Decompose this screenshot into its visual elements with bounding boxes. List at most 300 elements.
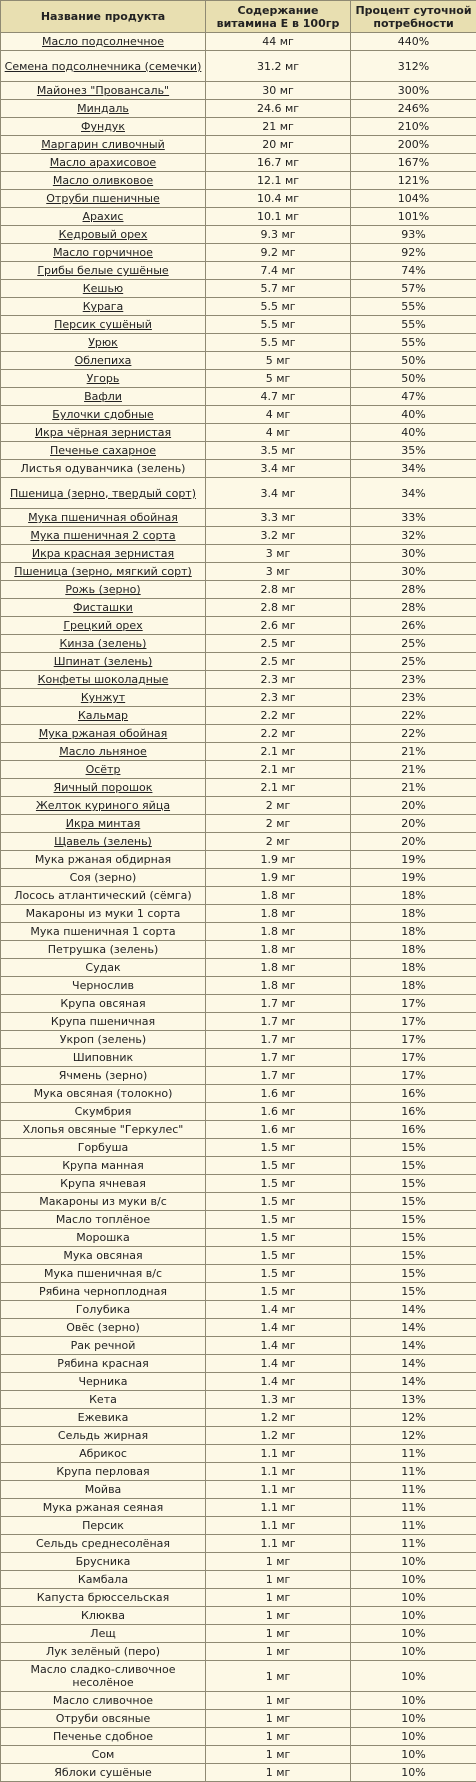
product-name-cell: Персик <box>1 1517 206 1535</box>
vitamin-amount-cell: 2.2 мг <box>206 707 351 725</box>
daily-percent-cell: 93% <box>351 226 476 244</box>
daily-percent-cell: 17% <box>351 1049 476 1067</box>
product-link[interactable]: Конфеты шоколадные <box>38 673 169 686</box>
vitamin-amount-cell: 1.8 мг <box>206 905 351 923</box>
table-row <box>1 509 476 527</box>
table-row <box>1 689 476 707</box>
product-link[interactable]: Урюк <box>88 336 118 349</box>
table-row <box>1 388 476 406</box>
product-link[interactable]: Кинза (зелень) <box>60 637 147 650</box>
product-name-cell[interactable] <box>1 424 206 442</box>
vitamin-amount-cell: 9.3 мг <box>206 226 351 244</box>
table-row <box>1 33 476 51</box>
daily-percent-cell: 25% <box>351 653 476 671</box>
daily-percent-cell: 14% <box>351 1355 476 1373</box>
product-link[interactable]: Кедровый орех <box>59 228 148 241</box>
daily-percent-cell: 440% <box>351 33 476 51</box>
product-link[interactable]: Масло горчичное <box>53 246 153 259</box>
vitamin-amount-cell: 2.1 мг <box>206 743 351 761</box>
vitamin-amount-cell: 2 мг <box>206 815 351 833</box>
vitamin-amount-cell: 1.3 мг <box>206 1391 351 1409</box>
product-name-cell: Хлопья овсяные "Геркулес" <box>1 1121 206 1139</box>
product-link[interactable]: Арахис <box>83 210 124 223</box>
product-link[interactable]: Фисташки <box>73 601 133 614</box>
product-name-cell[interactable] <box>1 527 206 545</box>
header-daily-percent: Процент суточной потребности <box>351 1 476 33</box>
table-row <box>1 779 476 797</box>
product-link[interactable]: Миндаль <box>77 102 129 115</box>
product-name-cell: Камбала <box>1 1571 206 1589</box>
product-name-cell: Мука ржаная обдирная <box>1 851 206 869</box>
daily-percent-cell: 10% <box>351 1625 476 1643</box>
product-name-cell: Лещ <box>1 1625 206 1643</box>
product-name-cell[interactable] <box>1 118 206 136</box>
product-link[interactable]: Пшеница (зерно, мягкий сорт) <box>14 565 192 578</box>
product-name-cell: Масло сладко-сливочное несолёное <box>1 1661 206 1692</box>
daily-percent-cell: 18% <box>351 959 476 977</box>
vitamin-amount-cell: 1.5 мг <box>206 1247 351 1265</box>
product-link[interactable]: Кунжут <box>81 691 125 704</box>
vitamin-amount-cell: 20 мг <box>206 136 351 154</box>
vitamin-amount-cell: 1.8 мг <box>206 923 351 941</box>
product-name-cell[interactable] <box>1 334 206 352</box>
product-name-cell: Мука овсяная <box>1 1247 206 1265</box>
vitamin-amount-cell: 1.7 мг <box>206 1013 351 1031</box>
table-row <box>1 1247 476 1265</box>
vitamin-amount-cell: 1.5 мг <box>206 1175 351 1193</box>
vitamin-amount-cell: 3.4 мг <box>206 460 351 478</box>
table-row <box>1 1211 476 1229</box>
daily-percent-cell: 167% <box>351 154 476 172</box>
daily-percent-cell: 11% <box>351 1481 476 1499</box>
daily-percent-cell: 10% <box>351 1553 476 1571</box>
daily-percent-cell: 14% <box>351 1301 476 1319</box>
product-name-cell[interactable] <box>1 154 206 172</box>
vitamin-amount-cell: 9.2 мг <box>206 244 351 262</box>
product-link[interactable]: Персик сушёный <box>54 318 152 331</box>
daily-percent-cell: 10% <box>351 1571 476 1589</box>
product-name-cell: Брусника <box>1 1553 206 1571</box>
product-name-cell[interactable] <box>1 581 206 599</box>
table-row <box>1 1157 476 1175</box>
daily-percent-cell: 15% <box>351 1211 476 1229</box>
table-row <box>1 1283 476 1301</box>
product-link[interactable]: Отруби пшеничные <box>46 192 160 205</box>
table-row <box>1 1373 476 1391</box>
daily-percent-cell: 14% <box>351 1319 476 1337</box>
product-link[interactable]: Печенье сахарное <box>50 444 156 457</box>
vitamin-amount-cell: 2.2 мг <box>206 725 351 743</box>
product-link[interactable]: Булочки сдобные <box>52 408 153 421</box>
table-row <box>1 190 476 208</box>
table-row <box>1 1643 476 1661</box>
product-name-cell[interactable] <box>1 316 206 334</box>
table-row <box>1 370 476 388</box>
vitamin-amount-cell: 1 мг <box>206 1728 351 1746</box>
vitamin-amount-cell: 1 мг <box>206 1589 351 1607</box>
product-name-cell: Морошка <box>1 1229 206 1247</box>
product-name-cell[interactable] <box>1 442 206 460</box>
vitamin-amount-cell: 1.6 мг <box>206 1103 351 1121</box>
table-row <box>1 262 476 280</box>
product-name-cell: Лук зелёный (перо) <box>1 1643 206 1661</box>
table-row <box>1 478 476 509</box>
table-row <box>1 743 476 761</box>
table-row <box>1 442 476 460</box>
daily-percent-cell: 10% <box>351 1661 476 1692</box>
vitamin-amount-cell: 2.1 мг <box>206 761 351 779</box>
product-link[interactable]: Мука пшеничная обойная <box>28 511 178 524</box>
product-link[interactable]: Масло подсолнечное <box>42 35 164 48</box>
vitamin-amount-cell: 24.6 мг <box>206 100 351 118</box>
product-name-cell[interactable] <box>1 761 206 779</box>
vitamin-amount-cell: 1.5 мг <box>206 1157 351 1175</box>
vitamin-amount-cell: 2.3 мг <box>206 689 351 707</box>
table-row <box>1 599 476 617</box>
product-name-cell: Сельдь жирная <box>1 1427 206 1445</box>
product-link[interactable]: Осётр <box>86 763 121 776</box>
product-link[interactable]: Кальмар <box>78 709 128 722</box>
table-row <box>1 1499 476 1517</box>
daily-percent-cell: 34% <box>351 460 476 478</box>
product-name-cell[interactable] <box>1 33 206 51</box>
daily-percent-cell: 16% <box>351 1103 476 1121</box>
table-row <box>1 1517 476 1535</box>
daily-percent-cell: 15% <box>351 1229 476 1247</box>
vitamin-amount-cell: 1.5 мг <box>206 1265 351 1283</box>
daily-percent-cell: 25% <box>351 635 476 653</box>
daily-percent-cell: 23% <box>351 689 476 707</box>
table-row <box>1 334 476 352</box>
table-row <box>1 1175 476 1193</box>
table-row <box>1 1607 476 1625</box>
product-name-cell[interactable] <box>1 280 206 298</box>
daily-percent-cell: 10% <box>351 1710 476 1728</box>
product-name-cell: Макароны из муки 1 сорта <box>1 905 206 923</box>
vitamin-amount-cell: 1.2 мг <box>206 1427 351 1445</box>
vitamin-amount-cell: 5.5 мг <box>206 298 351 316</box>
product-name-cell[interactable] <box>1 226 206 244</box>
vitamin-amount-cell: 1.1 мг <box>206 1481 351 1499</box>
product-name-cell[interactable] <box>1 617 206 635</box>
product-name-cell[interactable] <box>1 671 206 689</box>
table-row <box>1 1265 476 1283</box>
product-link[interactable]: Маргарин сливочный <box>41 138 165 151</box>
product-name-cell[interactable] <box>1 352 206 370</box>
product-link[interactable]: Масло арахисовое <box>50 156 156 169</box>
product-name-cell: Горбуша <box>1 1139 206 1157</box>
product-link[interactable]: Пшеница (зерно, твердый сорт) <box>10 487 196 500</box>
table-row <box>1 995 476 1013</box>
vitamin-amount-cell: 1 мг <box>206 1553 351 1571</box>
product-name-cell[interactable] <box>1 599 206 617</box>
product-name-cell: Макароны из муки в/с <box>1 1193 206 1211</box>
product-name-cell[interactable] <box>1 51 206 82</box>
daily-percent-cell: 40% <box>351 424 476 442</box>
daily-percent-cell: 17% <box>351 1031 476 1049</box>
table-row <box>1 1121 476 1139</box>
vitamin-amount-cell: 2.6 мг <box>206 617 351 635</box>
product-link[interactable]: Желток куриного яйца <box>36 799 170 812</box>
product-name-cell[interactable] <box>1 82 206 100</box>
product-name-cell: Кета <box>1 1391 206 1409</box>
daily-percent-cell: 20% <box>351 815 476 833</box>
product-link[interactable]: Икра чёрная зернистая <box>35 426 171 439</box>
table-row <box>1 527 476 545</box>
vitamin-amount-cell: 1.1 мг <box>206 1445 351 1463</box>
table-row <box>1 1337 476 1355</box>
product-name-cell: Мука овсяная (толокно) <box>1 1085 206 1103</box>
product-link[interactable]: Масло льняное <box>59 745 147 758</box>
product-name-cell: Чернослив <box>1 977 206 995</box>
product-name-cell: Рябина черноплодная <box>1 1283 206 1301</box>
table-row <box>1 226 476 244</box>
daily-percent-cell: 16% <box>351 1085 476 1103</box>
daily-percent-cell: 17% <box>351 995 476 1013</box>
product-link[interactable]: Икра минтая <box>66 817 141 830</box>
product-link[interactable]: Вафли <box>84 390 122 403</box>
table-row <box>1 869 476 887</box>
daily-percent-cell: 18% <box>351 923 476 941</box>
product-name-cell: Мойва <box>1 1481 206 1499</box>
product-name-cell: Скумбрия <box>1 1103 206 1121</box>
table-row <box>1 887 476 905</box>
product-name-cell: Рак речной <box>1 1337 206 1355</box>
table-row <box>1 959 476 977</box>
product-link[interactable]: Мука пшеничная 2 сорта <box>30 529 175 542</box>
table-row <box>1 617 476 635</box>
table-row <box>1 1319 476 1337</box>
vitamin-amount-cell: 1.8 мг <box>206 941 351 959</box>
table-row <box>1 1481 476 1499</box>
product-name-cell[interactable] <box>1 478 206 509</box>
table-row <box>1 923 476 941</box>
product-name-cell[interactable] <box>1 298 206 316</box>
table-row <box>1 761 476 779</box>
table-row <box>1 905 476 923</box>
table-row <box>1 725 476 743</box>
vitamin-amount-cell: 1.6 мг <box>206 1085 351 1103</box>
product-link[interactable]: Грибы белые сушёные <box>37 264 168 277</box>
vitamin-amount-cell: 2 мг <box>206 833 351 851</box>
vitamin-amount-cell: 3.4 мг <box>206 478 351 509</box>
product-name-cell[interactable] <box>1 244 206 262</box>
table-row <box>1 1355 476 1373</box>
vitamin-amount-cell: 1.7 мг <box>206 1049 351 1067</box>
product-link[interactable]: Грецкий орех <box>63 619 142 632</box>
product-name-cell: Масло сливочное <box>1 1692 206 1710</box>
vitamin-amount-cell: 1.1 мг <box>206 1463 351 1481</box>
vitamin-amount-cell: 1.7 мг <box>206 1067 351 1085</box>
product-link[interactable]: Яичный порошок <box>54 781 153 794</box>
vitamin-amount-cell: 1.1 мг <box>206 1499 351 1517</box>
product-name-cell[interactable] <box>1 725 206 743</box>
product-name-cell: Шиповник <box>1 1049 206 1067</box>
vitamin-amount-cell: 1 мг <box>206 1746 351 1764</box>
vitamin-amount-cell: 4 мг <box>206 424 351 442</box>
product-name-cell[interactable] <box>1 689 206 707</box>
product-name-cell: Клюква <box>1 1607 206 1625</box>
vitamin-amount-cell: 1.2 мг <box>206 1409 351 1427</box>
daily-percent-cell: 32% <box>351 527 476 545</box>
table-row <box>1 1571 476 1589</box>
product-name-cell[interactable] <box>1 406 206 424</box>
header-vitamin-content: Содержание витамина Е в 100гр <box>206 1 351 33</box>
product-name-cell[interactable] <box>1 172 206 190</box>
table-row <box>1 797 476 815</box>
vitamin-amount-cell: 1.1 мг <box>206 1535 351 1553</box>
table-row <box>1 653 476 671</box>
daily-percent-cell: 40% <box>351 406 476 424</box>
product-name-cell: Яблоки сушёные <box>1 1764 206 1782</box>
product-name-cell: Рябина красная <box>1 1355 206 1373</box>
vitamin-amount-cell: 1.5 мг <box>206 1211 351 1229</box>
product-name-cell[interactable] <box>1 370 206 388</box>
daily-percent-cell: 11% <box>351 1535 476 1553</box>
table-row <box>1 1625 476 1643</box>
product-link[interactable]: Шпинат (зелень) <box>54 655 153 668</box>
daily-percent-cell: 16% <box>351 1121 476 1139</box>
product-link[interactable]: Угорь <box>87 372 120 385</box>
product-name-cell[interactable] <box>1 509 206 527</box>
product-name-cell[interactable] <box>1 707 206 725</box>
vitamin-amount-cell: 12.1 мг <box>206 172 351 190</box>
daily-percent-cell: 26% <box>351 617 476 635</box>
table-row <box>1 154 476 172</box>
daily-percent-cell: 10% <box>351 1746 476 1764</box>
product-name-cell: Листья одуванчика (зелень) <box>1 460 206 478</box>
vitamin-amount-cell: 1.5 мг <box>206 1193 351 1211</box>
vitamin-amount-cell: 10.4 мг <box>206 190 351 208</box>
product-name-cell[interactable] <box>1 797 206 815</box>
table-row <box>1 244 476 262</box>
vitamin-amount-cell: 3.5 мг <box>206 442 351 460</box>
daily-percent-cell: 50% <box>351 370 476 388</box>
product-link[interactable]: Майонез "Провансаль" <box>37 84 169 97</box>
vitamin-amount-cell: 2.5 мг <box>206 653 351 671</box>
product-link[interactable]: Щавель (зелень) <box>54 835 152 848</box>
product-name-cell: Голубика <box>1 1301 206 1319</box>
table-row <box>1 406 476 424</box>
vitamin-amount-cell: 1.1 мг <box>206 1517 351 1535</box>
vitamin-amount-cell: 1.9 мг <box>206 869 351 887</box>
product-name-cell[interactable] <box>1 635 206 653</box>
product-name-cell[interactable] <box>1 388 206 406</box>
table-row <box>1 51 476 82</box>
product-name-cell: Ячмень (зерно) <box>1 1067 206 1085</box>
daily-percent-cell: 10% <box>351 1728 476 1746</box>
product-name-cell[interactable] <box>1 262 206 280</box>
table-row <box>1 460 476 478</box>
product-name-cell[interactable] <box>1 833 206 851</box>
daily-percent-cell: 13% <box>351 1391 476 1409</box>
product-link[interactable]: Облепиха <box>75 354 132 367</box>
daily-percent-cell: 18% <box>351 887 476 905</box>
table-body <box>1 33 476 1782</box>
table-row <box>1 1067 476 1085</box>
product-name-cell: Черника <box>1 1373 206 1391</box>
product-name-cell: Крупа пшеничная <box>1 1013 206 1031</box>
daily-percent-cell: 55% <box>351 316 476 334</box>
vitamin-amount-cell: 16.7 мг <box>206 154 351 172</box>
product-name-cell[interactable] <box>1 136 206 154</box>
daily-percent-cell: 21% <box>351 779 476 797</box>
daily-percent-cell: 312% <box>351 51 476 82</box>
daily-percent-cell: 19% <box>351 869 476 887</box>
table-row <box>1 1031 476 1049</box>
product-name-cell[interactable] <box>1 563 206 581</box>
product-link[interactable]: Мука ржаная обойная <box>39 727 168 740</box>
table-row <box>1 581 476 599</box>
product-link[interactable]: Семена подсолнечника (семечки) <box>5 60 202 73</box>
table-row <box>1 1589 476 1607</box>
daily-percent-cell: 14% <box>351 1373 476 1391</box>
product-link[interactable]: Икра красная зернистая <box>32 547 174 560</box>
daily-percent-cell: 20% <box>351 797 476 815</box>
vitamin-amount-cell: 2 мг <box>206 797 351 815</box>
daily-percent-cell: 10% <box>351 1589 476 1607</box>
daily-percent-cell: 10% <box>351 1692 476 1710</box>
table-row <box>1 1535 476 1553</box>
product-name-cell: Печенье сдобное <box>1 1728 206 1746</box>
daily-percent-cell: 246% <box>351 100 476 118</box>
product-name-cell[interactable] <box>1 100 206 118</box>
product-name-cell[interactable] <box>1 190 206 208</box>
daily-percent-cell: 15% <box>351 1175 476 1193</box>
daily-percent-cell: 22% <box>351 707 476 725</box>
product-name-cell[interactable] <box>1 208 206 226</box>
daily-percent-cell: 17% <box>351 1067 476 1085</box>
vitamin-amount-cell: 10.1 мг <box>206 208 351 226</box>
product-name-cell[interactable] <box>1 743 206 761</box>
daily-percent-cell: 35% <box>351 442 476 460</box>
product-name-cell: Мука ржаная сеяная <box>1 1499 206 1517</box>
table-row <box>1 82 476 100</box>
product-name-cell: Крупа перловая <box>1 1463 206 1481</box>
product-name-cell[interactable] <box>1 653 206 671</box>
product-link[interactable]: Кешью <box>83 282 123 295</box>
table-row <box>1 280 476 298</box>
table-row <box>1 1139 476 1157</box>
daily-percent-cell: 47% <box>351 388 476 406</box>
daily-percent-cell: 12% <box>351 1427 476 1445</box>
vitamin-amount-cell: 4 мг <box>206 406 351 424</box>
vitamin-amount-cell: 1.8 мг <box>206 977 351 995</box>
vitamin-amount-cell: 2.1 мг <box>206 779 351 797</box>
daily-percent-cell: 12% <box>351 1409 476 1427</box>
product-name-cell: Судак <box>1 959 206 977</box>
table-row <box>1 1391 476 1409</box>
vitamin-amount-cell: 1.7 мг <box>206 995 351 1013</box>
product-link[interactable]: Рожь (зерно) <box>65 583 140 596</box>
product-name-cell[interactable] <box>1 815 206 833</box>
table-row <box>1 1409 476 1427</box>
product-link[interactable]: Фундук <box>81 120 125 133</box>
daily-percent-cell: 15% <box>351 1139 476 1157</box>
daily-percent-cell: 18% <box>351 941 476 959</box>
daily-percent-cell: 10% <box>351 1607 476 1625</box>
vitamin-amount-cell: 1.4 мг <box>206 1355 351 1373</box>
daily-percent-cell: 11% <box>351 1445 476 1463</box>
product-name-cell[interactable] <box>1 779 206 797</box>
product-link[interactable]: Курага <box>83 300 124 313</box>
product-link[interactable]: Масло оливковое <box>53 174 153 187</box>
table-row <box>1 1427 476 1445</box>
product-name-cell[interactable] <box>1 545 206 563</box>
table-row <box>1 563 476 581</box>
table-row <box>1 1746 476 1764</box>
daily-percent-cell: 15% <box>351 1157 476 1175</box>
